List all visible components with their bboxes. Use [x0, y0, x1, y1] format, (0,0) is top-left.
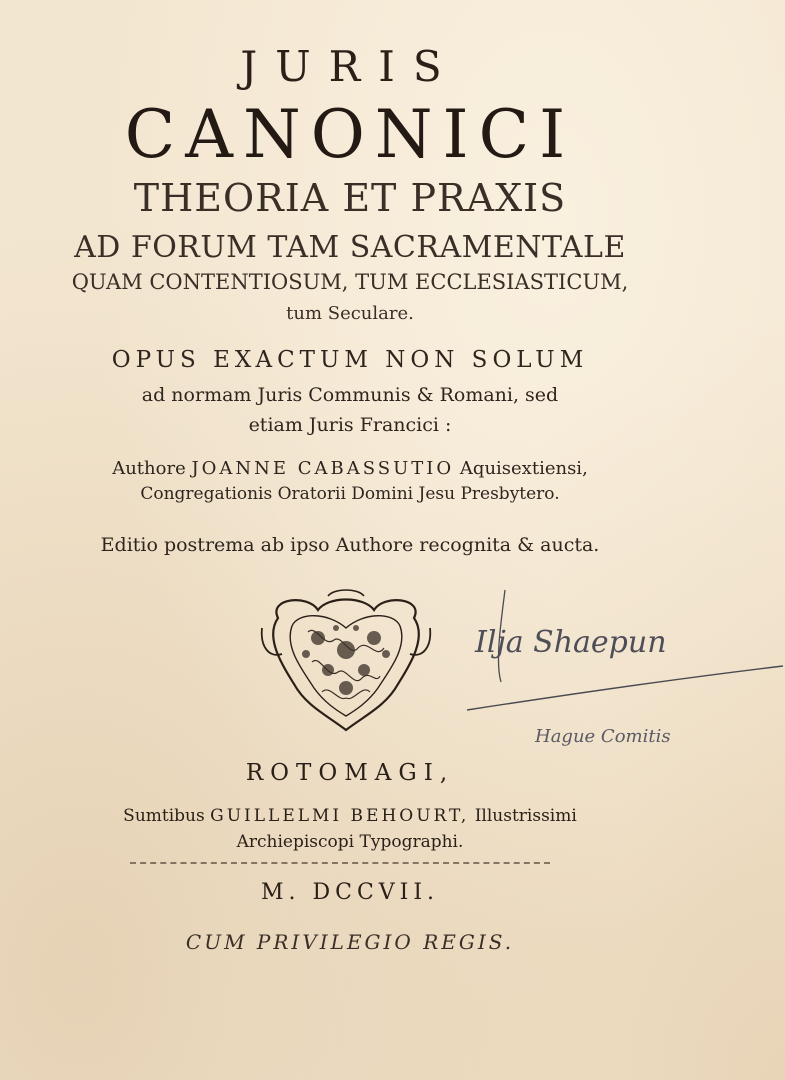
- divider-rule: [130, 862, 550, 864]
- subtitle-opus: OPUS EXACTUM NON SOLUM: [111, 347, 589, 373]
- author-line: [0, 458, 700, 479]
- author-suffix: Aquisextiensi,: [459, 458, 588, 479]
- imprint-sumtibus: Sumtibus: [123, 806, 205, 826]
- printers-device-ornament-icon: [258, 588, 434, 736]
- imprint-illustrissimi: Illustrissimi: [474, 806, 577, 826]
- imprint-printer-line: [0, 806, 700, 826]
- title-canonici: CANONICI: [124, 96, 576, 173]
- edition-note: Editio postrema ab ipso Authore recognita & aucta.: [100, 534, 600, 556]
- title-tum-seculare: tum Seculare.: [286, 303, 414, 324]
- imprint-year: M. DCCVII.: [260, 880, 440, 905]
- title-ad-forum: AD FORUM TAM SACRAMENTALE: [74, 230, 626, 265]
- title-juris: JURIS: [240, 42, 460, 91]
- title-quam: QUAM CONTENTIOSUM, TUM ECCLESIASTICUM,: [71, 270, 629, 294]
- handwritten-note: Hague Comitis: [535, 726, 671, 747]
- handwritten-inscriptions: [465, 582, 785, 762]
- author-congregation: Congregationis Oratorii Domini Jesu Presbytero.: [140, 484, 560, 504]
- imprint-printer: GUILLELMI BEHOURT,: [210, 806, 470, 826]
- author-name: JOANNE CABASSUTIO: [191, 458, 455, 479]
- imprint-city: ROTOMAGI,: [245, 760, 455, 786]
- author-prefix: Authore: [112, 458, 186, 479]
- signature: Ilja Shaepun: [475, 625, 667, 660]
- imprint-archiepiscopi: Archiepiscopi Typographi.: [236, 832, 464, 852]
- signature-underline: [467, 666, 783, 710]
- imprint-privilege: CUM PRIVILEGIO REGIS.: [185, 930, 515, 954]
- subtitle-etiam: etiam Juris Francici :: [248, 414, 452, 436]
- subtitle-ad-normam: ad normam Juris Communis & Romani, sed: [141, 384, 559, 406]
- title-theoria: THEORIA ET PRAXIS: [133, 176, 567, 220]
